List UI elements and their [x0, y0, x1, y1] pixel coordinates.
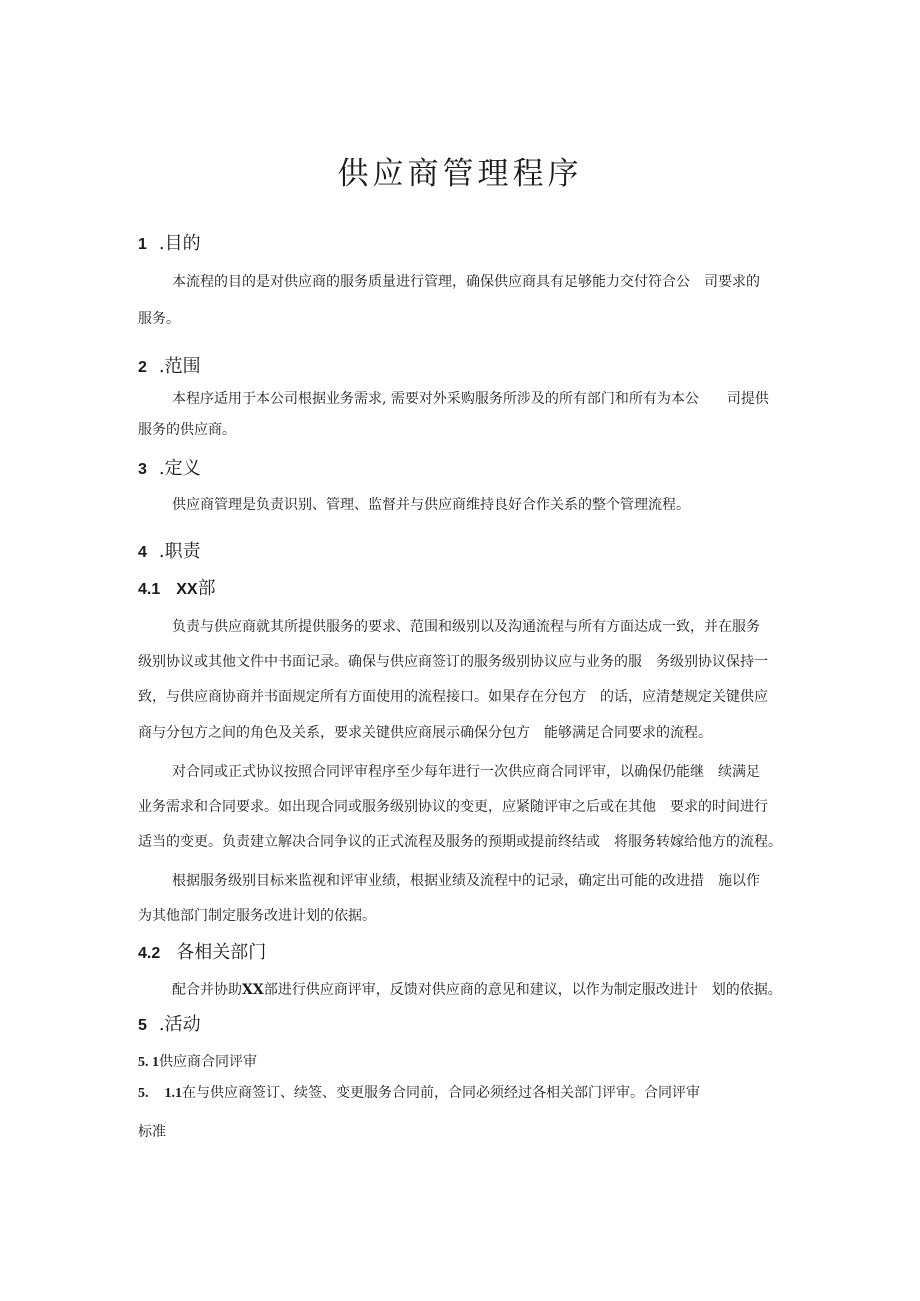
section-2-number: 2: [138, 359, 147, 376]
subsection-4-2-number: 4.2: [138, 945, 161, 962]
section-1-heading: [138, 232, 201, 257]
item-5-1-1-number-a: 5.: [138, 1086, 149, 1101]
item-5-1-1-number-b: 1.1: [164, 1086, 182, 1101]
subsection-4-2-heading: [138, 941, 266, 966]
section-1-number: 1: [138, 236, 147, 253]
section-3-label: .定义: [158, 458, 201, 479]
section-2-line-2: 服务的供应商。: [138, 422, 236, 438]
subsection-4-1-heading: [138, 577, 216, 602]
section-3-line-1: 供应商管理是负责识别、管理、监督并与供应商维持良好合作关系的整个管理流程。: [172, 497, 690, 513]
section-5-number: 5: [138, 1017, 147, 1034]
subsection-4-1-label: 部: [197, 578, 216, 599]
item-5-1-1-text: 在与供应商签订、续签、变更服务合同前，合同必须经过各相关部门评审。合同评审: [182, 1085, 700, 1101]
subsection-4-2-label: 各相关部门: [176, 942, 267, 963]
section-2-label: .范围: [158, 356, 201, 377]
section-5-label: .活动: [158, 1014, 201, 1035]
para-4-1-2-line-2: 业务需求和合同要求。如出现合同或服务级别协议的变更，应紧随评审之后或在其他 要求的时间进行: [138, 799, 768, 815]
section-1-label: .目的: [158, 233, 201, 254]
para-4-2-text-a: 配合并协助: [172, 982, 242, 998]
para-4-1-2-line-3: 适当的变更。负责建立解决合同争议的正式流程及服务的预期或提前终结或 将服务转嫁给他方的流程。: [138, 834, 782, 850]
para-4-1-1-line-1: 负责与供应商就其所提供服务的要求、范围和级别以及沟通流程与所有方面达成一致，并在服务: [172, 619, 760, 635]
section-1-line-2: 服务。: [138, 311, 180, 327]
section-4-label: .职责: [158, 541, 201, 562]
section-1-line-1: 本流程的目的是对供应商的服务质量进行管理，确保供应商具有足够能力交付符合公 司要求的: [172, 274, 760, 290]
section-2-heading: [138, 355, 201, 380]
subsection-5-1-heading: [138, 1052, 257, 1073]
para-4-2-line-1: [172, 980, 782, 1000]
para-4-1-3-line-2: 为其他部门制定服务改进计划的依据。: [138, 908, 376, 924]
section-4-heading: [138, 540, 201, 565]
subsection-5-1-label: 供应商合同评审: [159, 1054, 257, 1070]
para-4-1-2-line-1: 对合同或正式协议按照合同评审程序至少每年进行一次供应商合同评审，以确保仍能继 续满足: [172, 764, 760, 780]
section-2-line-1: 本程序适用于本公司根据业务需求, 需要对外采购服务所涉及的所有部门和所有为本公 司提供: [172, 391, 769, 407]
section-3-heading: [138, 457, 201, 482]
document-title: 供应商管理程序: [337, 156, 583, 192]
section-3-number: 3: [138, 461, 147, 478]
subsection-4-1-label-bold: XX: [176, 581, 198, 598]
item-5-1-1: [138, 1083, 700, 1104]
para-4-1-1-line-3: 致，与供应商协商并书面规定所有方面使用的流程接口。如果存在分包方 的话，应清楚规定关键供应: [138, 689, 768, 705]
subsection-4-1-number: 4.1: [138, 581, 161, 598]
section-5-heading: [138, 1013, 201, 1038]
para-4-1-1-line-2: 级别协议或其他文件中书面记录。确保与供应商签订的服务级别协议应与业务的服 务级别协议保持一: [138, 654, 768, 670]
item-5-1-1-continuation: 标准: [138, 1124, 166, 1140]
para-4-2-text-bold: XX: [242, 982, 264, 998]
section-4-number: 4: [138, 544, 147, 561]
para-4-1-3-line-1: 根据服务级别目标来监视和评审业绩，根据业绩及流程中的记录，确定出可能的改进措 施以作: [172, 873, 760, 889]
para-4-2-text-b: 部进行供应商评审，反馈对供应商的意见和建议，以作为制定服改进计 划的依据。: [263, 982, 782, 998]
para-4-1-1-line-4: 商与分包方之间的角色及关系，要求关键供应商展示确保分包方 能够满足合同要求的流程。: [138, 725, 712, 741]
subsection-5-1-number: 5. 1: [138, 1055, 159, 1070]
